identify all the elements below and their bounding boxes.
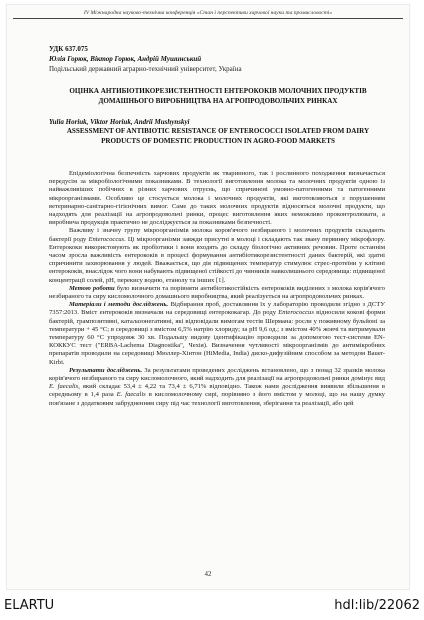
- paragraph-text: відносили кокові форми бактерій, грампозитивні, каталазонегативні, які відповідали вимогам тестів Шермана: росли у поживному бульйоні за температури + 45 °C; в середовищі з вмістом 6,5% натрію хлориду; за pH 9,6 од.; з вмістом 40% жовчі та витримували температуру 60 °C упродовж 30 хв. Подальшу видову ідентифікацію проводили за допомогою тест-системи EN-КОККУС тест ("ERBA-Lachema Diagnostika", Чехія). Визначення чутливості мікроорганізмів до антимікробних препаратів проводили на середовищі Мюллер-Хінтон (HiMedia, India) диско-дифузійним способом за методом Bauer-Kirbi.: [49, 309, 385, 366]
- paragraph-text: Важливу і значну групу мікроорганізмів молока коров'ячого незбираного і молочних продуктів складають бактерії роду: [49, 227, 385, 243]
- footer-bar: [0, 596, 424, 620]
- section-label-methods: Матеріали і методи досліджень.: [69, 301, 169, 309]
- section-label-aim: Метою роботи: [69, 284, 115, 292]
- document-page: [6, 4, 410, 590]
- genus-name: Enterococcus: [88, 235, 125, 243]
- species-name: E. faecalis: [116, 391, 146, 399]
- genus-name: Enterococcus: [278, 309, 314, 317]
- paragraph-methods: [49, 301, 385, 367]
- handle-id: hdl:lib/22062: [334, 598, 420, 613]
- udk-code: УДК 637.075: [49, 45, 88, 53]
- species-name: E. faecalis: [49, 383, 79, 391]
- authors-en: Yulia Horiuk, Viktor Horiuk, Andrii Mushynskyi: [49, 118, 190, 126]
- authors-ua: Юлія Горюк, Віктор Горюк, Андрій Мушинський: [49, 55, 202, 63]
- paragraph-text: Відбирання проб, доставляння їх у лабораторію проводили згідно з ДСТУ 7357:2013. Вміст ентерококів визначали на середовищі ентерококагар. До роду: [49, 301, 385, 317]
- conference-header: IV Міжнародна науково-технічна конференція «Стан і перспективи харчової науки та промисловості»: [13, 10, 403, 19]
- article-body: [49, 170, 385, 408]
- paragraph-aim: [49, 285, 385, 301]
- section-label-results: Результати досліджень.: [69, 366, 143, 374]
- repository-name: ELARTU: [4, 598, 55, 613]
- paragraph-enterococcus: [49, 227, 385, 284]
- title-ua: ОЦІНКА АНТИБІОТИКОРЕЗИСТЕНТНОСТІ ЕНТЕРОКОКІВ МОЛОЧНИХ ПРОДУКТІВ ДОМАШНЬОГО ВИРОБНИЦТВА НА АГРОПРОДОВОЛЬЧИХ РИНКАХ: [69, 87, 367, 105]
- paragraph-text: . Ці мікроорганізми завжди присутні в молоці і складають так звану первинну мікрофлору. Ентерококи використовують як пробіотики і вони входять до складу біологічно активних речовин. Проте останнім часом зросла важливість ентерококів в процесі формування антибіотикорезистентності даних бактерій, які здатні спричинити захворювання у людей. Вважається, що дія підвищених температур стимулює стрес-протеїни у клітині ентерококів, внаслідок чого вони набувають підвищеної стійкості до чинників навколишнього середовища: підвищеної концентрації солей, pH, перекису водню, етанолу та інших [1].: [49, 235, 385, 284]
- paragraph-intro: Епідеміологічна безпечність харчових продуктів як тваринного, так і рослинного походження визначається передусім за мікробіологічними показниками. В технології виготовлення молока та молочних продуктів одною із найважливіших побічних в різних харчових отруєнь, що спричинені умовно-патогенними та патогенними мікроорганізмами. Особливо це стосується молока і молочних продуктів, які виготовляються з порушенням ветеринарно-санітарно-гігієнічних вимог. Саме до таких молочних продуктів відносяться молочні продукти, що надходять для реалізації на агропродовольчі ринки, процес виготовлення яких неможливо проконтролювати, а виробнича продукція практично не досліджується за показниками безпечності.: [49, 170, 385, 227]
- paragraph-text: було визначити та порівняти антибіотикостійкість ентерококів виділених з молока корів'ячого незбираного та сиру кисломолочного домашнього виробництва, який реалізується на агропродовольчих ринках.: [49, 284, 385, 301]
- paragraph-text: , який складає 53,4 ± 4,22 та 73,4 ± 6,71% відповідно. Також нами дослідження виявили збільшення в середньому в 1,4 раза: [49, 383, 386, 399]
- affiliation-ua: Подільський державний аграрно-технічний університет, Україна: [49, 65, 242, 73]
- title-en: ASSESSMENT OF ANTIBIOTIC RESISTANCE OF ENTEROCOCCI ISOLATED FROM DAIRY PRODUCTS OF DOMESTIC PRODUCTION IN AGRO-FOOD MARKETS: [66, 127, 370, 145]
- paragraph-results: [49, 367, 385, 408]
- page-number: 42: [204, 570, 212, 578]
- paragraph-text: За результатами проведених досліджень встановлено, що з понад 32 зразків молока корів'ячого незбираного та сиру кисломолочного, який надходить для реалізації на агропродовольчі ринки домінує вид: [49, 366, 385, 383]
- paragraph-text: в кисломолочному сирі, порівняно з його вмістом у молоці, що на нашу думку пов'язане з додатковим забрудненням сиру під час технології виготовлення, зберігання та реалізації, або цей: [49, 391, 385, 407]
